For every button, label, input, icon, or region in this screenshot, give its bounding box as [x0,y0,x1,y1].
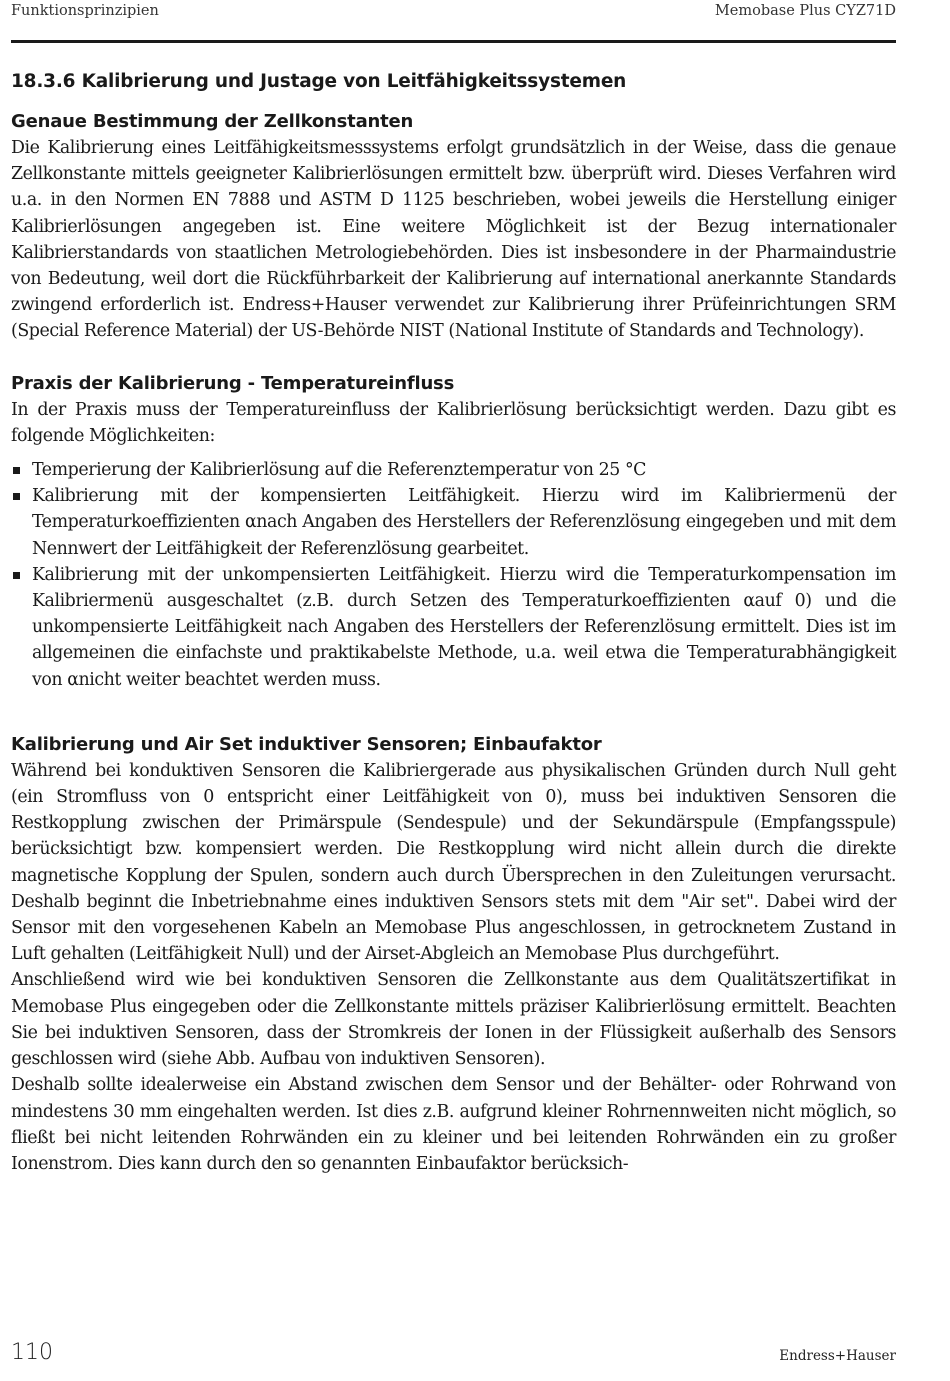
heading-praxis: Praxis der Kalibrierung - Temperatureinfluss [11,372,455,394]
header-product: Memobase Plus CYZ71D [714,3,896,19]
page-number: 110 [11,1340,53,1365]
list-item [11,457,896,483]
paragraph-praxis-intro: In der Praxis muss der Temperatureinfluss der Kalibrierlösung berücksichtigt werden. Dazu gibt es folgende Möglichkeiten: [11,399,896,446]
list-item-text: Temperierung der Kalibrierlösung auf die Referenztemperatur von 25 °C [32,460,647,481]
page-header [11,0,896,43]
paragraph-airset-1: Während bei konduktiven Sensoren die Kalibriergerade aus physikalischen Gründen durch Null geht (ein Stromfluss von 0 entspricht einer Leitfähigkeit von 0), muss bei induktiven Sensoren die Restkopplung zwischen der Primärspule (Sendespule) und der Sekundärspule (Empfangsspule) berücksichtigt bzw. kompensiert werden. Die Restkopplung wird nicht allein durch die direkte magnetische Kopplung der Spulen, sondern auch durch Übersprechen in den Zuleitungen verursacht. Deshalb beginnt die Inbetriebnahme eines induktiven Sensors stets mit dem "Air set". Dabei wird der Sensor mit den vorgesehenen Kabeln an Memobase Plus angeschlossen, in getrocknetem Zustand in Luft gehalten (Leitfähigkeit Null) und der Airset-Abgleich an Memobase Plus durchgeführt. [11,760,896,965]
heading-zellkonstante: Genaue Bestimmung der Zellkonstanten [11,111,414,132]
header-chapter: Funktionsprinzipien [11,3,159,19]
list-item-text: Kalibrierung mit der unkompensierten Leitfähigkeit. Hierzu wird die Temperaturkompensation im Kalibriermenü ausgeschaltet (z.B. durch Setzen des Temperaturkoeffizienten αauf 0) und die unkompensierte Leitfähigkeit nach Angaben des Herstellers der Referenzlösung ermittelt. Dies ist im allgemeinen die einfachste und praktikabelste Methode, u.a. weil etwa die Temperaturabhängigkeit von αnicht weiter beachtet werden muss. [32,564,896,690]
page-footer [11,1336,896,1372]
list-item [11,483,896,562]
praxis-list [11,457,896,693]
paragraph-airset-3: Deshalb sollte idealerweise ein Abstand zwischen dem Sensor und der Behälter- oder Rohrwand von mindestens 30 mm eingehalten werden. Ist dies z.B. aufgrund kleiner Rohrnennweiten nicht möglich, so fließt bei nicht leitenden Rohrwänden ein zu kleiner und bei leitenden Rohrwänden ein zu großer Ionenstrom. Dies kann durch den so genannten Einbaufaktor berücksich- [11,1075,896,1174]
page-content [11,69,896,1177]
bullet-square-icon [13,572,20,579]
paragraph-zellkonstante: Die Kalibrierung eines Leitfähigkeitsmesssystems erfolgt grundsätzlich in der Weise, dass die genaue Zellkonstante mittels geeigneter Kalibrierlösungen ermittelt bzw. überprüft wird. Dieses Verfahren wird u.a. in den Normen EN 7888 und ASTM D 1125 beschrieben, wobei jeweils die Herstellung einiger Kalibrierlösungen angegeben ist. Eine weitere Möglichkeit ist der Bezug internationaler Kalibrierstandards von staatlichen Metrologiebehörden. Dies ist insbesondere in der Pharmaindustrie von Bedeutung, weil dort die Rückführbarkeit der Kalibrierung auf international anerkannte Standards zwingend erforderlich ist. Endress+Hauser verwendet zur Kalibrierung ihrer Prüfeinrichtungen SRM (Special Reference Material) der US-Behörde NIST (National Institute of Standards and Technology). [11,138,896,342]
bullet-square-icon [13,493,20,500]
bullet-square-icon [13,467,20,474]
paragraph-airset-2: Anschließend wird wie bei konduktiven Sensoren die Zellkonstante aus dem Qualitätszertifikat in Memobase Plus eingegeben oder die Zellkonstante mittels präziser Kalibrierlösung ermittelt. Beachten Sie bei induktiven Sensoren, dass der Stromkreis der Ionen in der Flüssigkeit außerhalb des Sensors geschlossen wird (siehe Abb. Aufbau von induktiven Sensoren). [11,970,896,1070]
heading-airset: Kalibrierung und Air Set induktiver Sensoren; Einbaufaktor [11,733,602,755]
list-item-text: Kalibrierung mit der kompensierten Leitfähigkeit. Hierzu wird im Kalibriermenü der Temperaturkoeffizienten αnach Angaben des Herstellers der Referenzlösung eingegeben und mit dem Nennwert der Leitfähigkeit der Referenzlösung gearbeitet. [32,486,896,559]
section-title: 18.3.6 Kalibrierung und Justage von Leitfähigkeitssystemen [11,71,627,92]
brand-name: Endress+Hauser [779,1348,896,1364]
list-item [11,562,896,693]
